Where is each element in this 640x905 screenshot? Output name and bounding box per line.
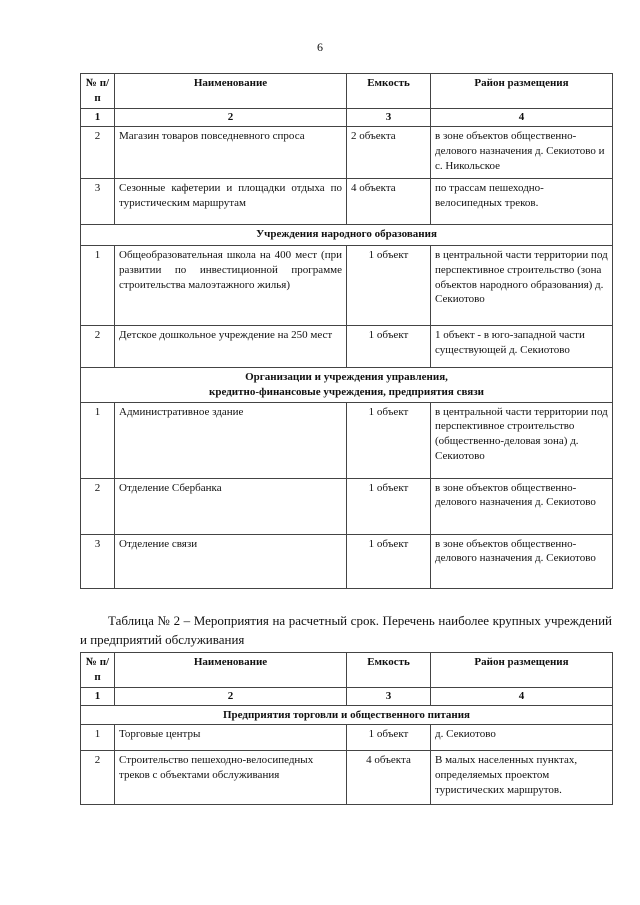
col-header-number: № п/п [81, 74, 115, 109]
row-name: Отделение Сбербанка [115, 478, 347, 534]
col-header-location: Район размещения [431, 74, 613, 109]
section-title: Предприятия торговли и общественного питания [81, 705, 613, 725]
row-capacity: 1 объект [347, 725, 431, 751]
row-number: 1 [81, 402, 115, 478]
section-row [81, 224, 613, 245]
row-number: 1 [81, 245, 115, 325]
row-number: 2 [81, 751, 115, 805]
row-capacity: 1 объект [347, 478, 431, 534]
table-header-row [81, 653, 613, 688]
col-number: 1 [81, 109, 115, 127]
row-capacity: 1 объект [347, 325, 431, 367]
table-row [81, 478, 613, 534]
table-row [81, 245, 613, 325]
col-number: 3 [347, 687, 431, 705]
table-row [81, 751, 613, 805]
row-location: в центральной части территории под перспективное строительство (зона объектов народного образования) д. Секиотово [431, 245, 613, 325]
table-row [81, 126, 613, 178]
facilities-table-2 [80, 652, 613, 805]
row-location: по трассам пешеходно-велосипедных треков. [431, 178, 613, 224]
col-header-name: Наименование [115, 653, 347, 688]
table-row [81, 725, 613, 751]
col-number: 2 [115, 109, 347, 127]
row-number: 2 [81, 126, 115, 178]
row-number: 2 [81, 325, 115, 367]
row-capacity: 1 объект [347, 534, 431, 588]
row-location: в зоне объектов общественно-делового назначения д. Секиотово [431, 478, 613, 534]
row-capacity: 2 объекта [347, 126, 431, 178]
table-row [81, 534, 613, 588]
section-title: Учреждения народного образования [81, 224, 613, 245]
table-row [81, 178, 613, 224]
row-capacity: 1 объект [347, 402, 431, 478]
row-location: в зоне объектов общественно-делового назначения д. Секиотово и с. Никольское [431, 126, 613, 178]
row-number: 3 [81, 534, 115, 588]
section-title-line: Организации и учреждения управления, [245, 370, 448, 383]
table-header-row [81, 74, 613, 109]
row-name: Административное здание [115, 402, 347, 478]
col-header-number: № п/п [81, 653, 115, 688]
column-number-row [81, 109, 613, 127]
col-number: 4 [431, 687, 613, 705]
row-location: 1 объект - в юго-западной части существующей д. Секиотово [431, 325, 613, 367]
row-location: В малых населенных пунктах, определяемых проектом туристических маршрутов. [431, 751, 613, 805]
col-number: 2 [115, 687, 347, 705]
row-location: д. Секиотово [431, 725, 613, 751]
section-title-line: кредитно-финансовые учреждения, предприятия связи [209, 385, 484, 398]
section-row [81, 705, 613, 725]
row-number: 1 [81, 725, 115, 751]
row-capacity: 1 объект [347, 245, 431, 325]
row-name: Общеобразовательная школа на 400 мест (при развитии по инвестиционной программе строительства малоэтажного жилья) [115, 245, 347, 325]
facilities-table-1 [80, 73, 613, 589]
section-title [81, 367, 613, 402]
col-number: 4 [431, 109, 613, 127]
page-number: 6 [317, 40, 323, 54]
table-2-caption: Таблица № 2 – Мероприятия на расчетный срок. Перечень наиболее крупных учреждений и предприятий обслуживания [80, 613, 612, 647]
row-capacity: 4 объекта [347, 751, 431, 805]
row-location: в зоне объектов общественно-делового назначения д. Секиотово [431, 534, 613, 588]
col-header-location: Район размещения [431, 653, 613, 688]
row-number: 3 [81, 178, 115, 224]
col-header-capacity: Емкость [347, 653, 431, 688]
row-number: 2 [81, 478, 115, 534]
row-name: Торговые центры [115, 725, 347, 751]
table-row [81, 325, 613, 367]
row-name: Детское дошкольное учреждение на 250 мест [115, 325, 347, 367]
col-header-name: Наименование [115, 74, 347, 109]
col-number: 1 [81, 687, 115, 705]
table-row [81, 402, 613, 478]
row-name: Сезонные кафетерии и площадки отдыха по туристическим маршрутам [115, 178, 347, 224]
col-header-capacity: Емкость [347, 74, 431, 109]
col-number: 3 [347, 109, 431, 127]
section-row [81, 367, 613, 402]
row-name: Отделение связи [115, 534, 347, 588]
row-location: в центральной части территории под перспективное строительство (общественно-деловая зона) д. Секиотово [431, 402, 613, 478]
row-name: Магазин товаров повседневного спроса [115, 126, 347, 178]
row-name: Строительство пешеходно-велосипедных треков с объектами обслуживания [115, 751, 347, 805]
column-number-row [81, 687, 613, 705]
row-capacity: 4 объекта [347, 178, 431, 224]
